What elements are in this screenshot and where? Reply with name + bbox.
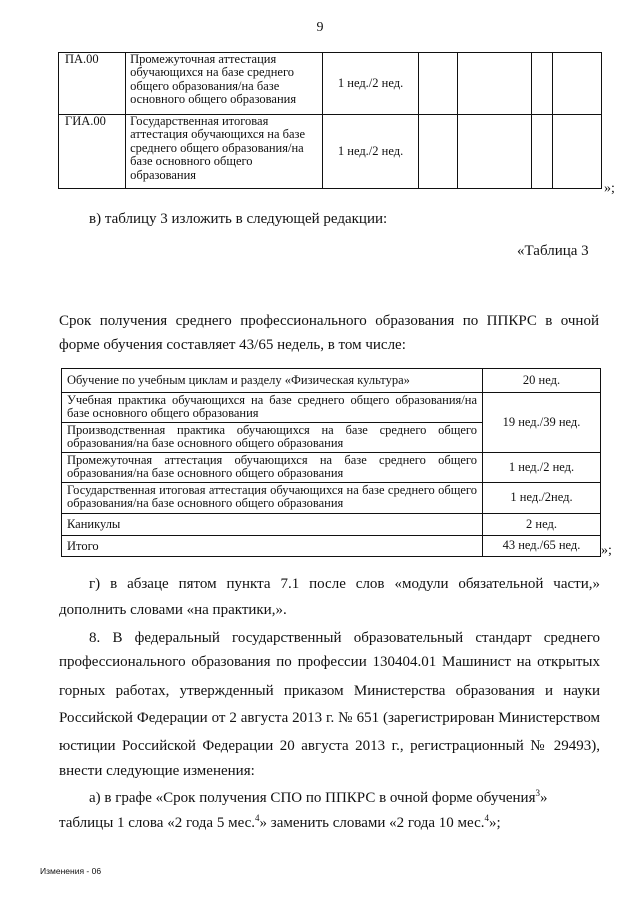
table-cell-empty [531,115,552,189]
table-row [62,369,601,393]
table-cell-value: 43 нед./65 нед. [483,536,601,557]
table-cell-label: Производственная практика обучающихся на базе среднего общего образования/на базе основного общего образования [62,423,483,453]
footer-label: Изменения - 06 [40,866,102,876]
table-cell-code: ПА.00 [59,53,126,115]
table-cell-empty [418,53,457,115]
paragraph-g-line: дополнить словами «на практики,». [59,602,287,618]
table-cell-label: Промежуточная аттестация обучающихся на базе среднего общего образования/на базе основного общего образования [62,453,483,483]
table-cell-value: 20 нед. [483,369,601,393]
footnote-ref: 3 [535,788,540,798]
text-line: Государственная итоговая [130,114,269,128]
table-cell-duration: 1 нед./2 нед. [323,53,418,115]
table-cell-empty [457,53,531,115]
page-number: 9 [316,20,324,35]
table-cell-description [126,53,323,115]
paragraph-a-text: а) в графе «Срок получения СПО по ППКРС в очной форме обучения$^3$» [89,788,548,806]
paragraph-8-line: Российской Федерации от 2 августа 2013 г. № 651 (зарегистрирован Министерством [59,710,600,726]
table-cell-value: 19 нед./39 нед. [483,393,601,453]
continued-table-1 [58,52,602,189]
table-cell-label: Учебная практика обучающихся на базе среднего общего образования/на базе основного общего образования [62,393,483,423]
table-row [62,393,601,423]
table-cell-value: 1 нед./2 нед. [483,453,601,483]
table-cell-label: Государственная итоговая аттестация обучающихся на базе среднего общего образования/на базе основного общего образования [62,483,483,514]
closing-quote: »; [604,181,615,196]
text-line: базе основного общего [130,154,253,169]
table-cell-duration: 1 нед./2 нед. [323,115,418,189]
table-row [62,514,601,536]
text-line: аттестация обучающихся на базе [130,127,306,142]
table-row [59,115,602,189]
paragraph-a-line: таблицы 1 слова «2 года 5 мес.$^4$» заменить словами «2 года 10 мес.$^4$»; [59,813,501,831]
footnote-ref: 4 [255,813,260,823]
text-line: общего образования/на базе [130,78,280,93]
text-line: образования [130,167,197,182]
closing-quote: »; [601,543,612,558]
table-cell-empty [531,53,552,115]
paragraph-v: в) таблицу 3 изложить в следующей редакции: [89,211,388,227]
table-cell-label: Итого [62,536,483,557]
paragraph-8-line: юстиции Российской Федерации 20 августа 2013 г., регистрационный № 29493), [59,738,600,754]
table-cell-value: 1 нед./2нед. [483,483,601,514]
paragraph-a-line [89,788,600,808]
paragraph-8-line: профессионального образования по профессии 130404.01 Машинист на открытых [59,654,600,670]
table-label: «Таблица 3 [517,243,589,259]
table-cell-label: Каникулы [62,514,483,536]
table-cell-label: Обучение по учебным циклам и разделу «Физическая культура» [62,369,483,393]
table-cell-description [126,115,323,189]
paragraph-8-line: 8. В федеральный государственный образовательный стандарт среднего [89,630,600,646]
table-3 [61,368,601,557]
intro-line: Срок получения среднего профессионального образования по ППКРС в очной [59,313,599,329]
paragraph-8-line: внести следующие изменения: [59,763,255,779]
text-line: Промежуточная аттестация [130,52,277,66]
table-row [59,53,602,115]
footnote-ref: 4 [484,813,489,823]
table-cell-empty [418,115,457,189]
table-cell-empty [552,115,601,189]
paragraph-8-line: горных работах, утвержденный приказом Министерства образования и науки [59,683,600,699]
text-line: обучающихся на базе среднего [130,65,295,80]
paragraph-g-line: г) в абзаце пятом пункта 7.1 после слов «модули обязательной части,» [89,576,600,592]
table-cell-code: ГИА.00 [59,115,126,189]
intro-line: форме обучения составляет 43/65 недель, в том числе: [59,337,406,353]
text-line: основного общего образования [130,92,297,107]
table-cell-empty [457,115,531,189]
table-cell-empty [552,53,601,115]
table-row [62,483,601,514]
table-row [62,536,601,557]
text-line: среднего общего образования/на [130,140,304,155]
table-row [62,453,601,483]
table-cell-value: 2 нед. [483,514,601,536]
